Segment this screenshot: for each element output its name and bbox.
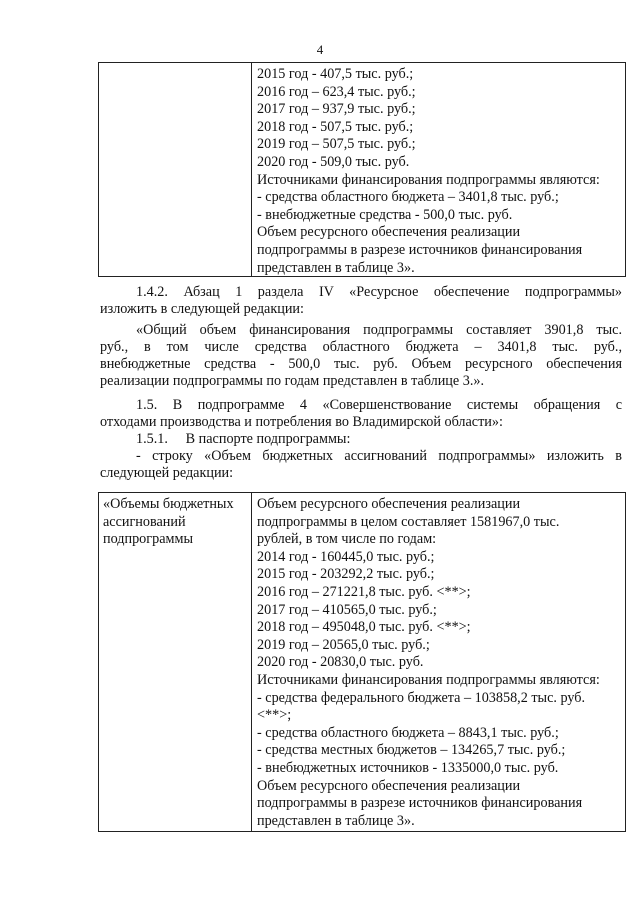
left-cell-line: ассигнований (103, 513, 186, 530)
paragraph-1-4-2-line2: изложить в следующей редакции: (100, 301, 304, 317)
table-line: Источниками финансирования подпрограммы являются: (257, 671, 600, 688)
table-line: подпрограммы в разрезе источников финансирования (257, 241, 583, 258)
table-line: - средства областного бюджета – 8843,1 тыс. руб.; (257, 724, 559, 741)
quote-line2: руб., в том числе средства областного бюджета – 3401,8 тыс. руб., (100, 339, 622, 355)
table-left-cell (99, 493, 252, 831)
paragraph-1-5-line1: 1.5. В подпрограмме 4 «Совершенствование системы обращения с (136, 397, 622, 413)
table-line: - внебюджетные средства - 500,0 тыс. руб. (257, 206, 513, 223)
paragraph-1-5-line2: отходами производства и потребления во Владимирской области»: (100, 414, 503, 430)
table-line: 2019 год – 507,5 тыс. руб.; (257, 136, 416, 153)
table-line: - внебюджетных источников - 1335000,0 тыс. руб. (257, 759, 559, 776)
table-line: 2019 год – 20565,0 тыс. руб.; (257, 636, 430, 653)
left-cell-line: подпрограммы (103, 531, 193, 548)
table-line: <**>; (257, 707, 292, 724)
table-line: 2016 год – 271221,8 тыс. руб. <**>; (257, 583, 471, 600)
instruction-line2: следующей редакции: (100, 465, 234, 481)
table-line: представлен в таблице 3». (257, 812, 415, 829)
table-line: подпрограммы в разрезе источников финансирования (257, 795, 583, 812)
table-line: 2016 год – 623,4 тыс. руб.; (257, 83, 416, 100)
table-line: 2015 год - 203292,2 тыс. руб.; (257, 566, 435, 583)
table-line: 2017 год – 937,9 тыс. руб.; (257, 101, 416, 118)
page-number: 4 (316, 42, 324, 57)
quote-line1: «Общий объем финансирования подпрограммы составляет 3901,8 тыс. (136, 322, 622, 338)
table-line: Объем ресурсного обеспечения реализации (257, 224, 521, 241)
paragraph-1-5-1: 1.5.1. В паспорте подпрограммы: (136, 431, 351, 447)
table-line: 2020 год - 509,0 тыс. руб. (257, 153, 410, 170)
table-left-cell (99, 63, 252, 276)
paragraph-1-4-2-line1: 1.4.2. Абзац 1 раздела IV «Ресурсное обеспечение подпрограммы» (136, 284, 622, 300)
table-line: 2018 год - 507,5 тыс. руб.; (257, 118, 414, 135)
table-right-cell (252, 63, 625, 277)
table-line: представлен в таблице 3». (257, 259, 415, 276)
table-right-cell (252, 493, 625, 830)
table-line: - средства областного бюджета – 3401,8 тыс. руб.; (257, 189, 559, 206)
passport-table-budget (98, 492, 626, 832)
table-line: 2017 год – 410565,0 тыс. руб.; (257, 601, 437, 618)
table-line: Объем ресурсного обеспечения реализации (257, 777, 521, 794)
quote-line4: реализации подпрограммы по годам представлен в таблице 3.». (100, 373, 485, 389)
passport-table-continuation (98, 62, 626, 277)
table-line: подпрограммы в целом составляет 1581967,0 тыс. (257, 513, 560, 530)
left-cell-line: «Объемы бюджетных (103, 496, 234, 512)
table-line: Объем ресурсного обеспечения реализации (257, 496, 521, 512)
table-line: рублей, в том числе по годам: (257, 531, 437, 548)
table-line: 2020 год - 20830,0 тыс. руб. (257, 654, 424, 671)
table-line: 2015 год - 407,5 тыс. руб.; (257, 66, 414, 82)
table-line: 2014 год - 160445,0 тыс. руб.; (257, 548, 435, 565)
table-line: 2018 год – 495048,0 тыс. руб. <**>; (257, 619, 471, 636)
quote-line3: внебюджетные средства - 500,0 тыс. руб. Объем ресурсного обеспечения (100, 356, 622, 372)
instruction-line1: - строку «Объем бюджетных ассигнований подпрограммы» изложить в (136, 448, 622, 464)
table-line: - средства федерального бюджета – 103858,2 тыс. руб. (257, 689, 586, 706)
table-line: Источниками финансирования подпрограммы являются: (257, 171, 600, 188)
table-line: - средства местных бюджетов – 134265,7 тыс. руб.; (257, 742, 566, 759)
